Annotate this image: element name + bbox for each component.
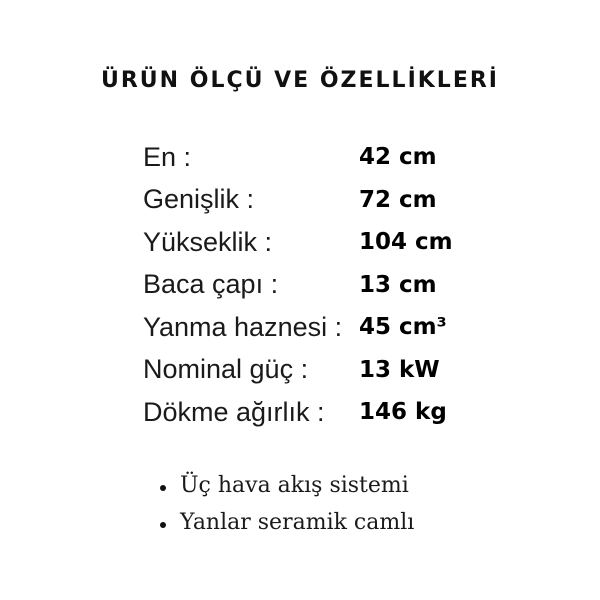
bullet-icon xyxy=(160,485,166,491)
spec-label: Nominal güç : xyxy=(143,354,309,385)
spec-value: 13 kW xyxy=(359,356,440,383)
spec-row-yukseklik xyxy=(143,221,563,264)
feature-item xyxy=(160,504,414,541)
spec-value: 13 cm xyxy=(359,271,437,298)
spec-value: 146 kg xyxy=(359,399,447,426)
spec-label: Yükseklik : xyxy=(143,226,273,257)
feature-item xyxy=(160,467,414,504)
spec-row-en xyxy=(143,136,563,179)
spec-row-baca-capi xyxy=(143,264,563,307)
spec-row-dokme-agirlik xyxy=(143,391,563,434)
spec-label: Genişlik : xyxy=(143,184,255,215)
bullet-icon xyxy=(160,522,166,528)
spec-row-yanma-haznesi xyxy=(143,306,563,349)
spec-list xyxy=(143,136,563,434)
spec-value: 104 cm xyxy=(359,229,453,256)
spec-label: En : xyxy=(143,141,192,172)
feature-text: Yanlar seramik camlı xyxy=(180,510,415,535)
spec-label: Baca çapı : xyxy=(143,269,279,300)
spec-row-genislik xyxy=(143,179,563,222)
spec-row-nominal-guc xyxy=(143,349,563,392)
spec-value: 42 cm xyxy=(359,144,437,171)
spec-label: Yanma haznesi : xyxy=(143,311,343,342)
feature-list xyxy=(160,467,414,541)
spec-value: 45 cm³ xyxy=(359,314,447,341)
spec-label: Dökme ağırlık : xyxy=(143,396,325,427)
spec-value: 72 cm xyxy=(359,186,437,213)
page-title: ÜRÜN ÖLÇÜ VE ÖZELLİKLERİ xyxy=(101,68,499,93)
feature-text: Üç hava akış sistemi xyxy=(180,473,409,498)
